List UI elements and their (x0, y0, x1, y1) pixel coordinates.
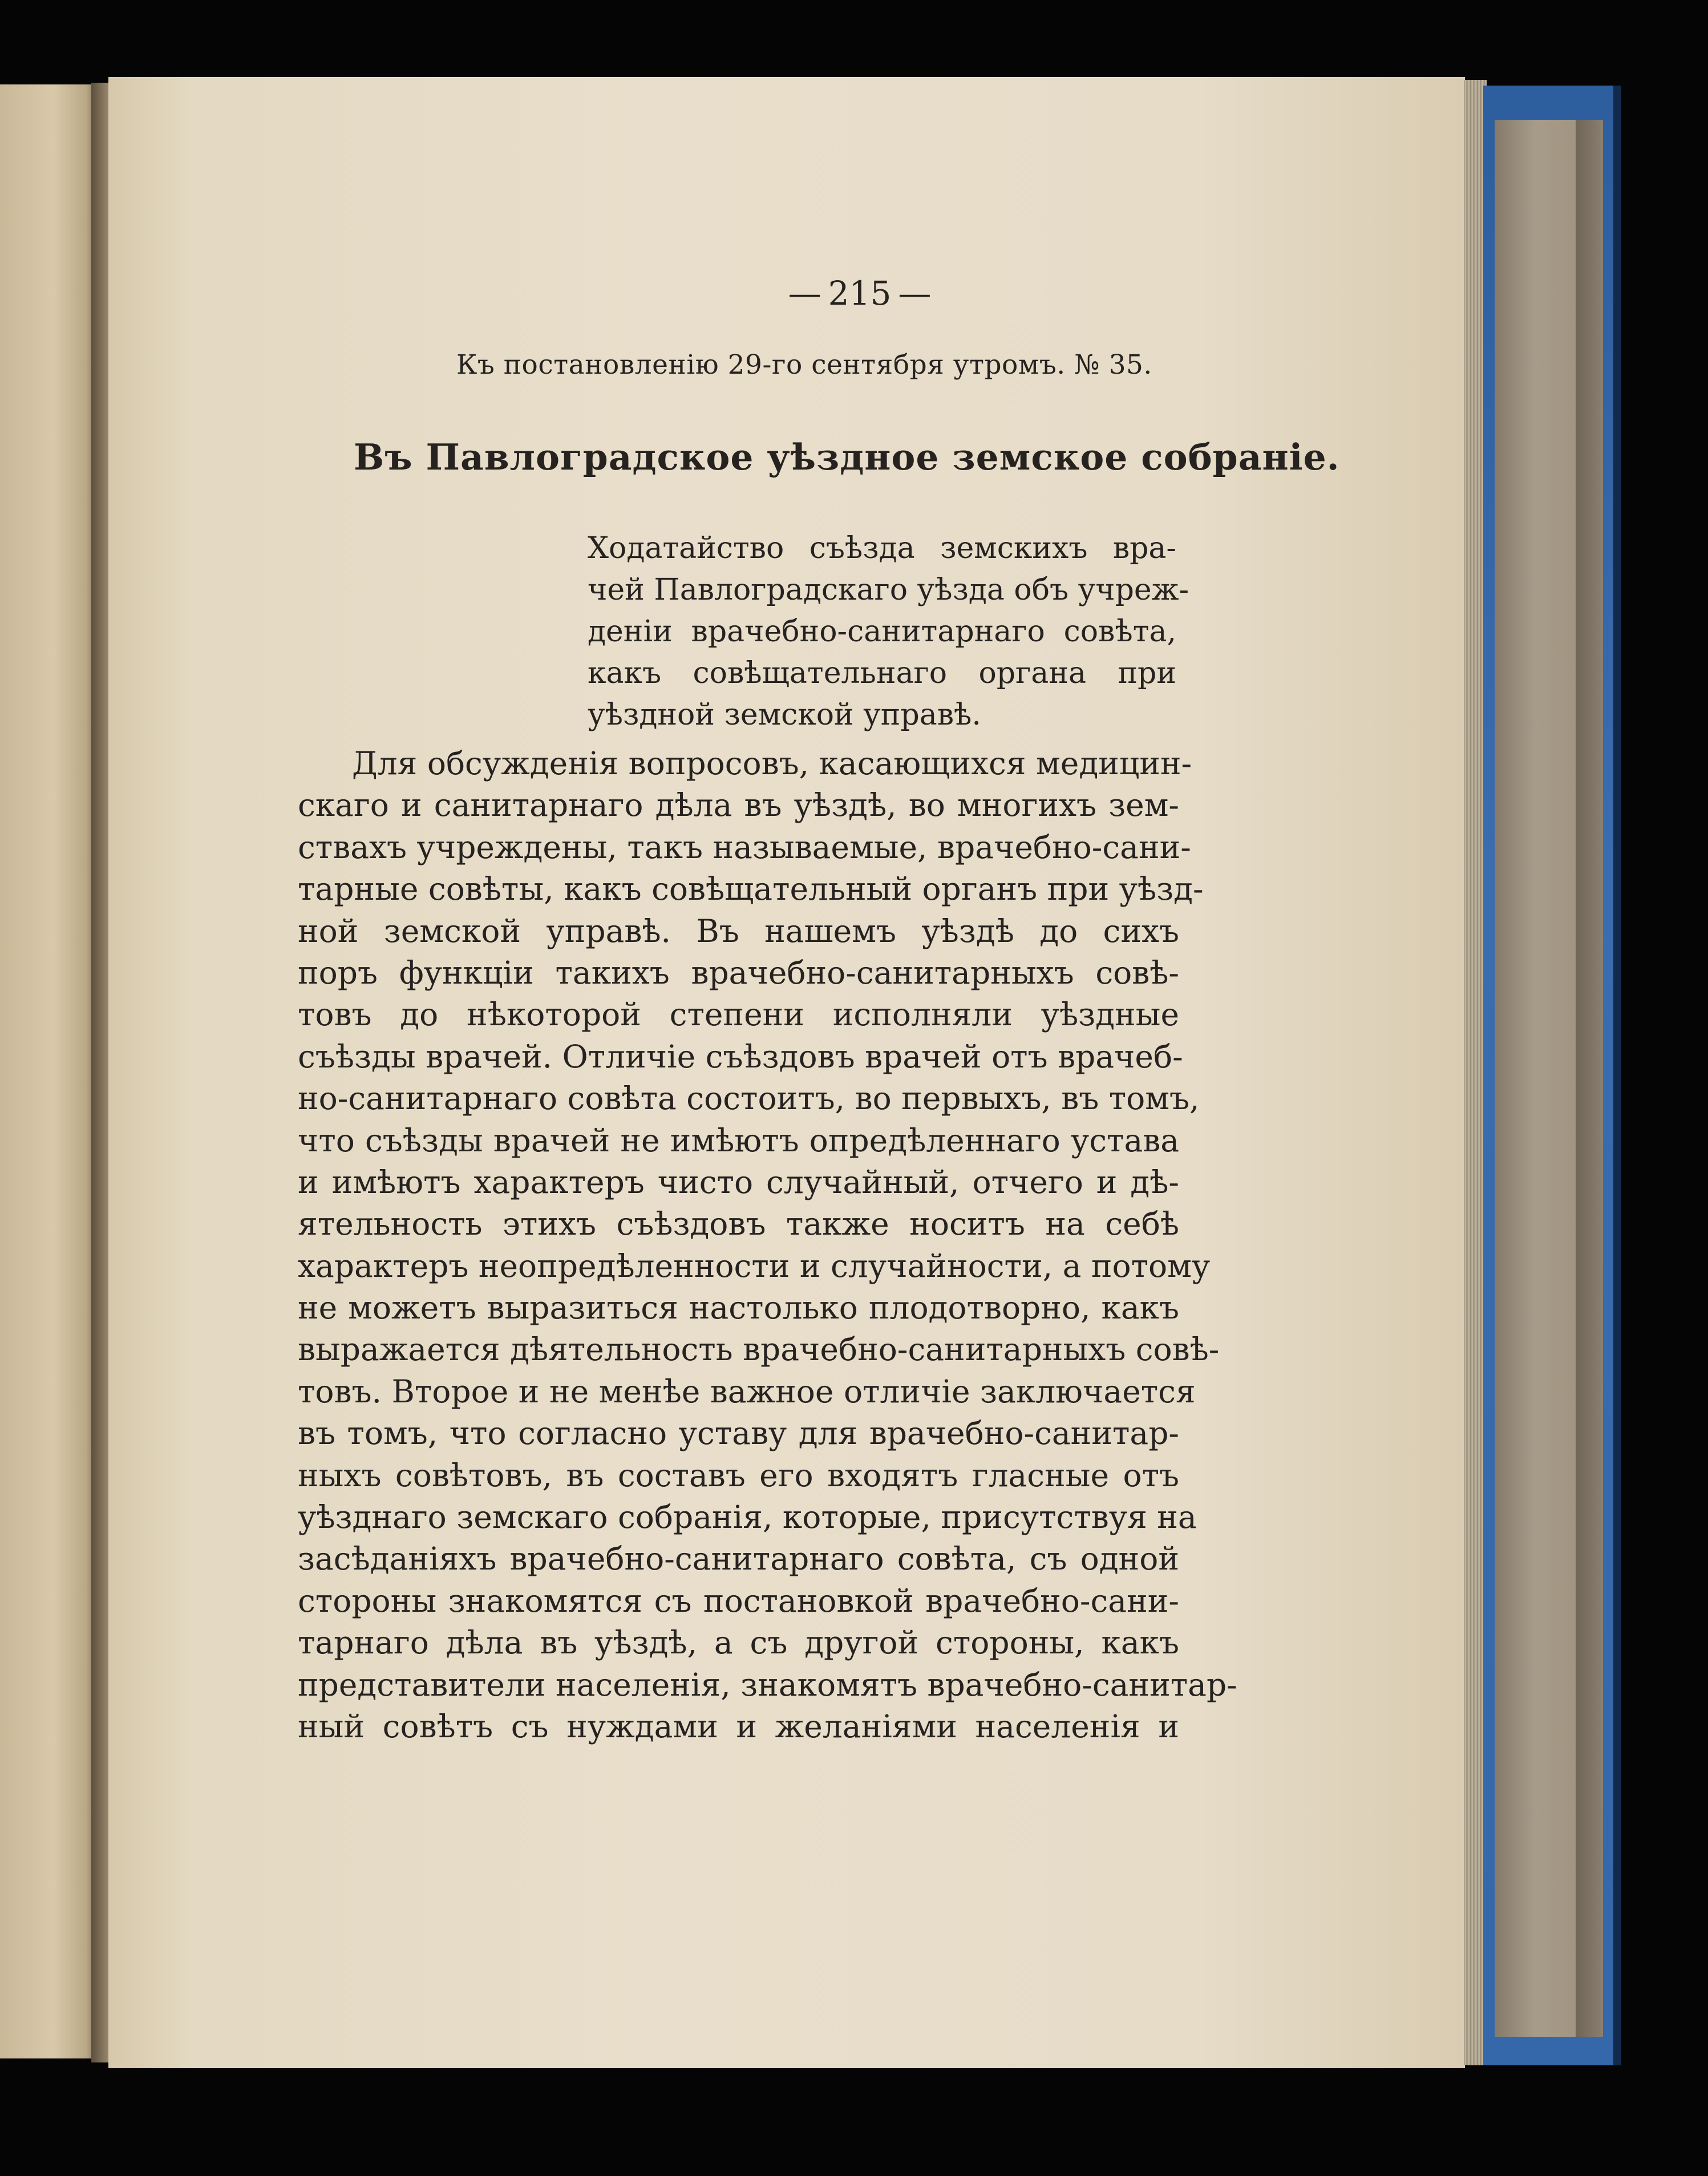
page-heading: Въ Павлоградское уѣздное земское собраніе. (354, 436, 1340, 478)
body-line: тарнаго дѣла въ уѣздѣ, а съ другой стороны, какъ (298, 1624, 1179, 1661)
body-line: поръ функціи такихъ врачебно-санитарныхъ совѣ- (298, 954, 1179, 991)
body-line: и имѣютъ характеръ чисто случайный, отчего и дѣ- (298, 1163, 1179, 1200)
book-block-edge (1576, 120, 1603, 2037)
body-line: ный совѣтъ съ нуждами и желаніями населенія и (298, 1708, 1179, 1745)
body-line: но-санитарнаго совѣта состоитъ, во первыхъ, въ томъ, (298, 1080, 1200, 1117)
body-line: представители населенія, знакомятъ врачебно-санитар- (298, 1666, 1237, 1703)
body-line: товъ до нѣкоторой степени исполняли уѣздные (298, 996, 1179, 1033)
body-line: ятельность этихъ съѣздовъ также носитъ на себѣ (298, 1206, 1179, 1243)
summary-line: деніи врачебно-санитарнаго совѣта, (588, 614, 1176, 649)
body-line: стороны знакомятся съ постановкой врачебно-сани- (298, 1582, 1179, 1619)
petition-summary (588, 528, 1189, 736)
body-line: ныхъ совѣтовъ, въ составъ его входятъ гласные отъ (298, 1457, 1179, 1494)
summary-line: чей Павлоградскаго уѣзда объ учреж- (588, 573, 1189, 607)
body-line: ной земской управѣ. Въ нашемъ уѣздѣ до сихъ (298, 912, 1179, 949)
summary-line: какъ совѣщательнаго органа при (588, 656, 1176, 690)
summary-line: уѣздной земской управѣ. (588, 698, 981, 732)
cover-shadow (1613, 86, 1621, 2065)
page-number-value: 215 (828, 274, 892, 313)
body-line: характеръ неопредѣленности и случайности, а потому (298, 1247, 1211, 1284)
body-line: съѣзды врачей. Отличіе съѣздовъ врачей отъ врачеб- (298, 1038, 1183, 1075)
page-number-dash-left: — (788, 274, 821, 313)
body-line: что съѣзды врачей не имѣютъ опредѣленнаго устава (298, 1122, 1179, 1159)
page-number-dash-right: — (898, 274, 932, 313)
body-line: Для обсужденія вопросовъ, касающихся медицин- (352, 745, 1192, 782)
body-line: уѣзднаго земскаго собранія, которые, присутствуя на (298, 1499, 1197, 1536)
resolution-reference: Къ постановленію 29-го сентября утромъ. № 35. (456, 349, 1152, 381)
body-line: скаго и санитарнаго дѣла въ уѣздѣ, во многихъ зем- (298, 787, 1179, 824)
page-number (0, 274, 1708, 313)
body-line: въ томъ, что согласно уставу для врачебно-санитар- (298, 1415, 1179, 1452)
summary-line: Ходатайство съѣзда земскихъ вра- (588, 531, 1176, 565)
left-page (0, 84, 98, 2058)
body-line: товъ. Второе и не менѣе важное отличіе заключается (298, 1373, 1196, 1410)
body-line: тарные совѣты, какъ совѣщательный органъ при уѣзд- (298, 871, 1204, 908)
body-line: не можетъ выразиться настолько плодотворно, какъ (298, 1289, 1179, 1326)
body-paragraph (298, 743, 1237, 1748)
body-line: выражается дѣятельность врачебно-санитарныхъ совѣ- (298, 1331, 1220, 1368)
body-line: ствахъ учреждены, такъ называемые, врачебно-сани- (298, 828, 1191, 865)
body-line: засѣданіяхъ врачебно-санитарнаго совѣта, съ одной (298, 1540, 1179, 1578)
